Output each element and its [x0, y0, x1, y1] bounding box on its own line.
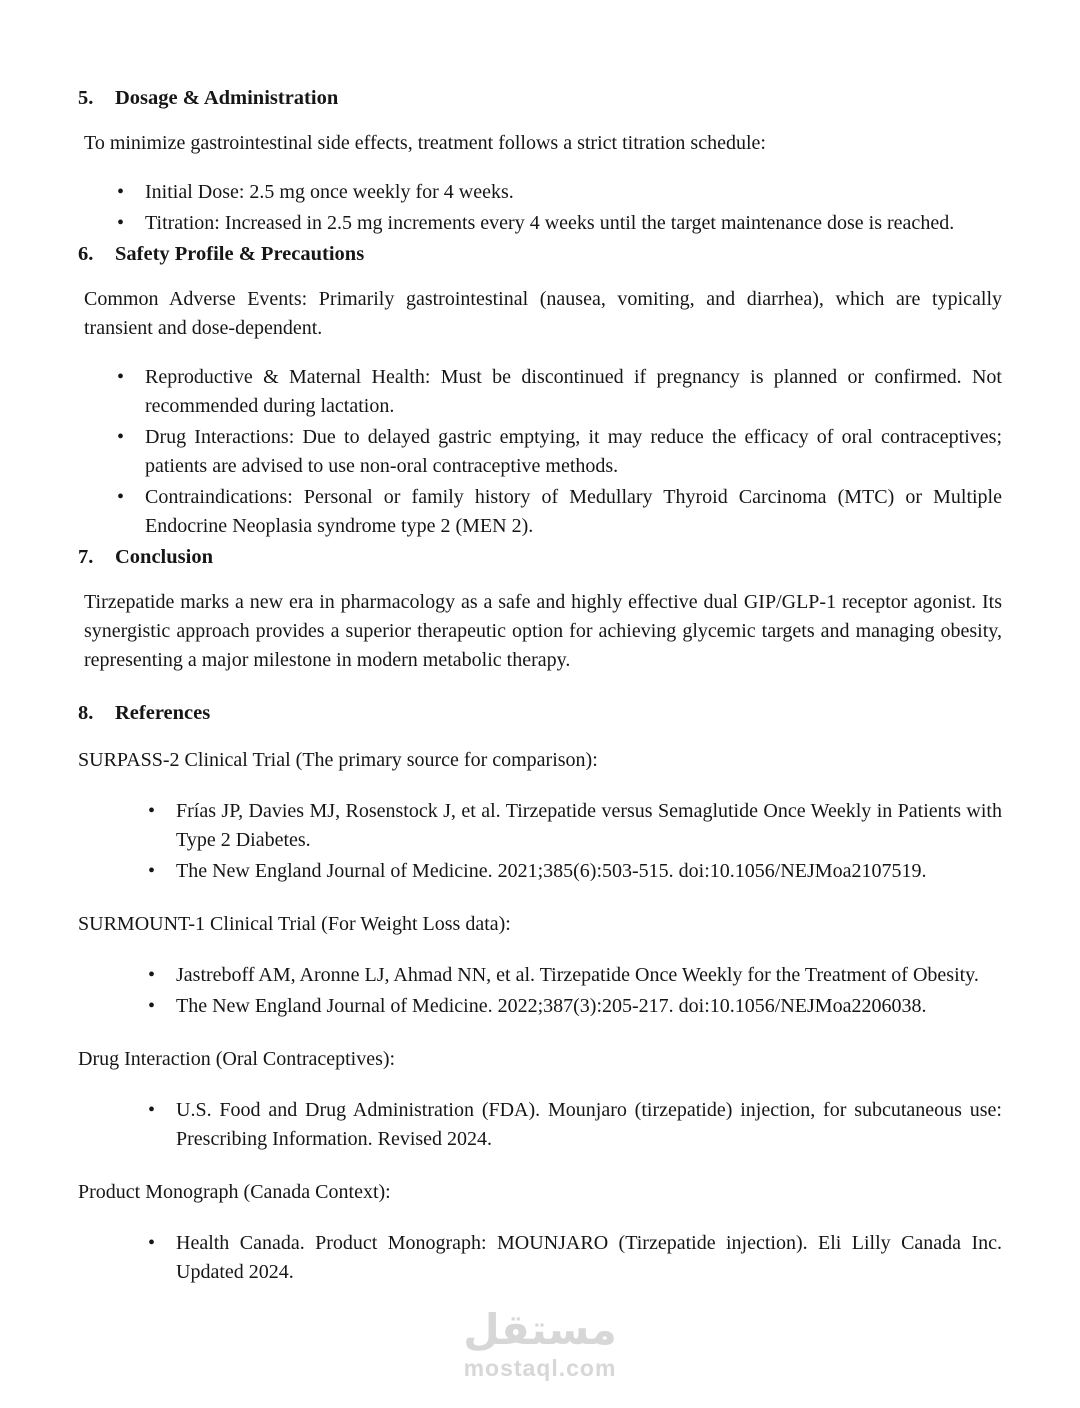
reference-list-drug-interaction [78, 1096, 1002, 1154]
watermark [0, 1304, 1080, 1382]
watermark-arabic-text: مستقل [463, 1304, 617, 1354]
section-number: 8. [78, 702, 94, 724]
watermark-site-text: mostaql.com [463, 1355, 617, 1381]
reference-item: • Frías JP, Davies MJ, Rosenstock J, et al. Tirzepatide versus Semaglutide Once Weekly in Patients with Type 2 Diabetes. [148, 797, 1002, 855]
safety-bullet-list [78, 363, 1002, 541]
reference-list-surmount1 [78, 961, 1002, 1021]
section-title: Dosage & Administration [115, 87, 339, 109]
bullet-item: • Titration: Increased in 2.5 mg increments every 4 weeks until the target maintenance dose is reached. [117, 209, 1002, 238]
section-heading-dosage [78, 84, 1002, 113]
paragraph-conclusion: Tirzepatide marks a new era in pharmacology as a safe and highly effective dual GIP/GLP-1 receptor agonist. Its synergistic approach provides a superior therapeutic option for achieving glycemic targets and managing obesity, representing a major milestone in modern metabolic therapy. [84, 591, 1002, 671]
reference-item: • Jastreboff AM, Aronne LJ, Ahmad NN, et al. Tirzepatide Once Weekly for the Treatment of Obesity. [148, 961, 1002, 990]
reference-group-label-product-monograph: Product Monograph (Canada Context): [78, 1181, 391, 1203]
document-body [78, 84, 1002, 1311]
reference-group-label-drug-interaction: Drug Interaction (Oral Contraceptives): [78, 1048, 396, 1070]
section-heading-references [78, 699, 1002, 728]
bullet-item: • Contraindications: Personal or family history of Medullary Thyroid Carcinoma (MTC) or Multiple Endocrine Neoplasia syndrome type 2 (MEN 2). [117, 483, 1002, 541]
section-heading-safety [78, 240, 1002, 269]
reference-item: • The New England Journal of Medicine. 2022;387(3):205-217. doi:10.1056/NEJMoa2206038. [148, 992, 1002, 1021]
section-number: 7. [78, 546, 94, 568]
section-heading-conclusion [78, 543, 1002, 572]
paragraph-safety-intro: Common Adverse Events: Primarily gastrointestinal (nausea, vomiting, and diarrhea), which are typically transient and dose-dependent. [84, 288, 1002, 339]
bullet-item: • Initial Dose: 2.5 mg once weekly for 4 weeks. [117, 178, 1002, 207]
bullet-item: • Reproductive & Maternal Health: Must be discontinued if pregnancy is planned or confirmed. Not recommended during lactation. [117, 363, 1002, 421]
paragraph-dosage-intro: To minimize gastrointestinal side effects, treatment follows a strict titration schedule: [84, 132, 766, 154]
dosage-bullet-list [78, 178, 1002, 238]
reference-item: • The New England Journal of Medicine. 2021;385(6):503-515. doi:10.1056/NEJMoa2107519. [148, 857, 1002, 886]
reference-group-label-surpass2: SURPASS-2 Clinical Trial (The primary source for comparison): [78, 749, 598, 771]
section-number: 6. [78, 243, 94, 265]
section-title: References [115, 702, 211, 724]
bullet-item: • Drug Interactions: Due to delayed gastric emptying, it may reduce the efficacy of oral contraceptives; patients are advised to use non-oral contraceptive methods. [117, 423, 1002, 481]
reference-list-surpass2 [78, 797, 1002, 886]
reference-group-label-surmount1: SURMOUNT-1 Clinical Trial (For Weight Loss data): [78, 913, 511, 935]
reference-item: • U.S. Food and Drug Administration (FDA). Mounjaro (tirzepatide) injection, for subcutaneous use: Prescribing Information. Revised 2024. [148, 1096, 1002, 1154]
section-title: Conclusion [115, 546, 213, 568]
reference-list-product-monograph [78, 1229, 1002, 1287]
reference-item: • Health Canada. Product Monograph: MOUNJARO (Tirzepatide injection). Eli Lilly Canada Inc. Updated 2024. [148, 1229, 1002, 1287]
section-number: 5. [78, 87, 94, 109]
section-title: Safety Profile & Precautions [115, 243, 365, 265]
